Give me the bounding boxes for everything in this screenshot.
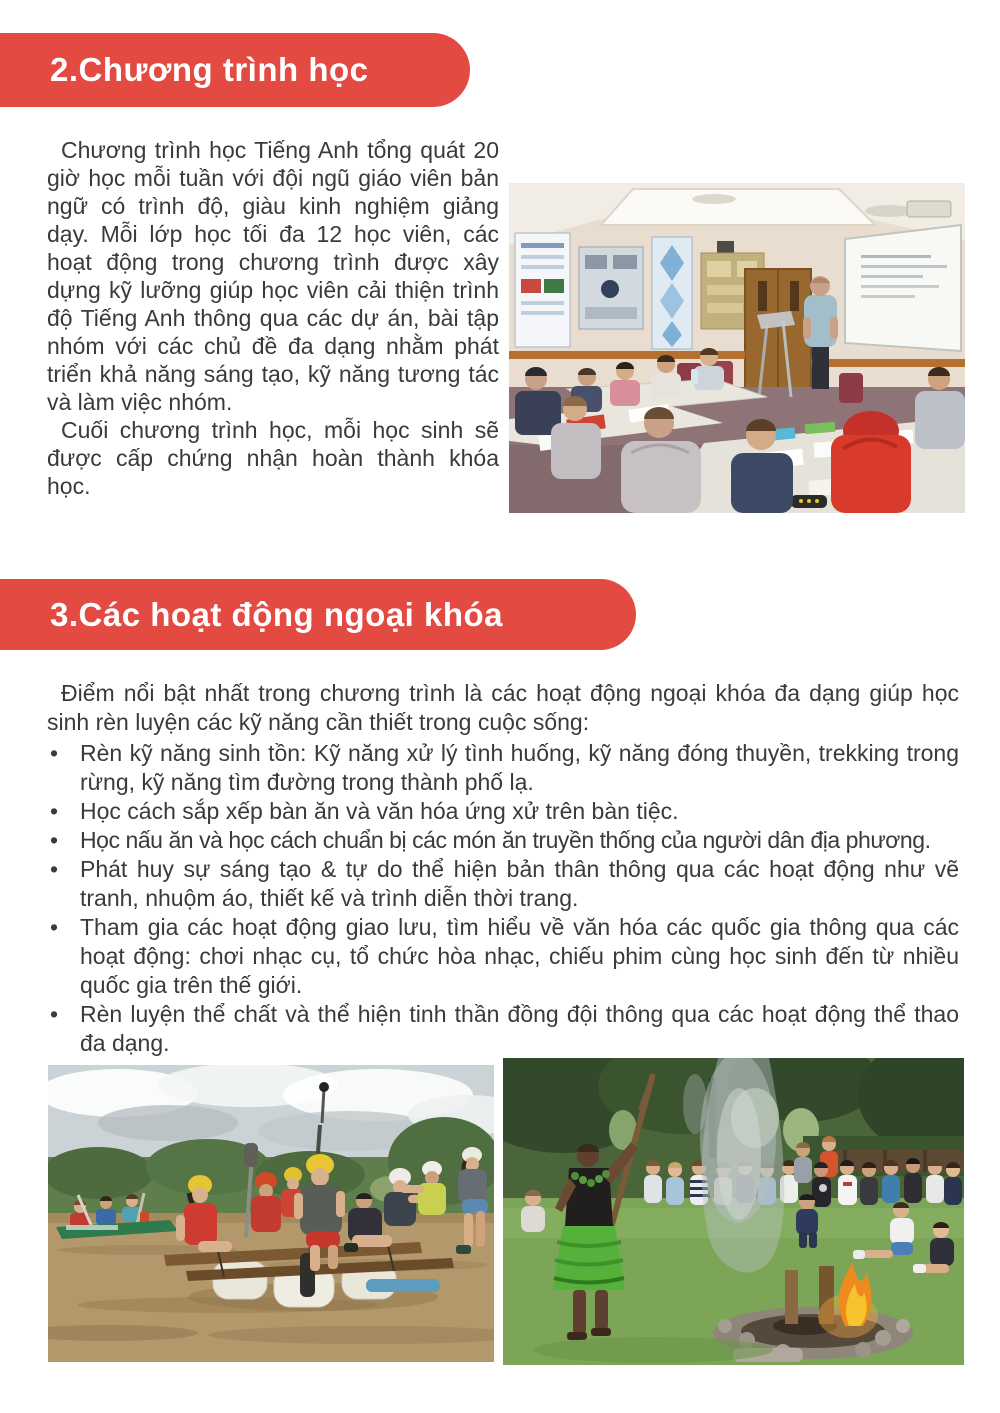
campfire-photo — [503, 1058, 964, 1365]
list-item — [47, 739, 959, 797]
section-2-paragraph-1: Chương trình học Tiếng Anh tổng quát 20 giờ học mỗi tuần với đội ngũ giáo viên bản ngữ có trình độ, giàu kinh nghiệm giảng dạy. Mỗi lớp học tối đa 12 học viên, các hoạt động trong chương trình được xây dựng kỹ lưỡng giúp học viên cải thiện trình độ Tiếng Anh thông qua các dự án, bài tập nhóm với các chủ đề đa dạng nhằm phát triển khả năng sáng tạo, kỹ năng tương tác và làm việc nhóm. — [47, 137, 499, 415]
list-item — [47, 797, 959, 826]
section-2-paragraph-2: Cuối chương trình học, mỗi học sinh sẽ được cấp chứng nhận hoàn thành khóa học. — [47, 417, 499, 499]
list-item-text: Học cách sắp xếp bàn ăn và văn hóa ứng xử trên bàn tiệc. — [80, 798, 679, 824]
list-item — [47, 1000, 959, 1058]
list-item-text: Tham gia các hoạt động giao lưu, tìm hiểu về văn hóa các quốc gia thông qua các hoạt động: chơi nhạc cụ, tổ chức hòa nhạc, chiếu phim cùng học sinh đến từ nhiều quốc gia trên thế giới. — [80, 914, 959, 998]
rafting-photo — [48, 1065, 494, 1362]
bullet-icon: • — [50, 856, 59, 882]
rafting-photo-illustration — [48, 1065, 494, 1362]
section-3-banner — [0, 579, 636, 650]
section-2-banner — [0, 33, 470, 107]
campfire-photo-illustration — [503, 1058, 964, 1365]
bullet-icon: • — [50, 914, 59, 940]
bullet-icon: • — [50, 1001, 59, 1027]
section-3-intro: Điểm nổi bật nhất trong chương trình là các hoạt động ngoại khóa đa dạng giúp học sinh rèn luyện các kỹ năng cần thiết trong cuộc sống: — [47, 680, 959, 735]
section-3-body — [47, 679, 959, 1058]
bullet-icon: • — [50, 827, 59, 853]
activities-list — [47, 739, 959, 1058]
list-item — [47, 913, 959, 1000]
list-item-text: Phát huy sự sáng tạo & tự do thể hiện bản thân thông qua các hoạt động như vẽ tranh, nhuộm áo, thiết kế và trình diễn thời trang. — [80, 856, 959, 911]
classroom-photo — [509, 183, 965, 513]
list-item-text: Rèn kỹ năng sinh tồn: Kỹ năng xử lý tình huống, kỹ năng đóng thuyền, trekking trong rừng, kỹ năng tìm đường trong thành phố lạ. — [80, 740, 959, 795]
list-item — [47, 855, 959, 913]
classroom-photo-illustration — [509, 183, 965, 513]
bullet-icon: • — [50, 798, 59, 824]
section-3-heading: 3.Các hoạt động ngoại khóa — [50, 595, 504, 633]
list-item-text: Rèn luyện thể chất và thể hiện tinh thần đồng đội thông qua các hoạt động thể thao đa dạng. — [80, 1001, 959, 1056]
section-2-heading: 2.Chương trình học — [50, 51, 369, 88]
section-2-body — [47, 136, 499, 500]
list-item-text: Học nấu ăn và học cách chuẩn bị các món ăn truyền thống của người dân địa phương. — [80, 827, 931, 853]
bullet-icon: • — [50, 740, 59, 766]
list-item — [47, 826, 959, 855]
